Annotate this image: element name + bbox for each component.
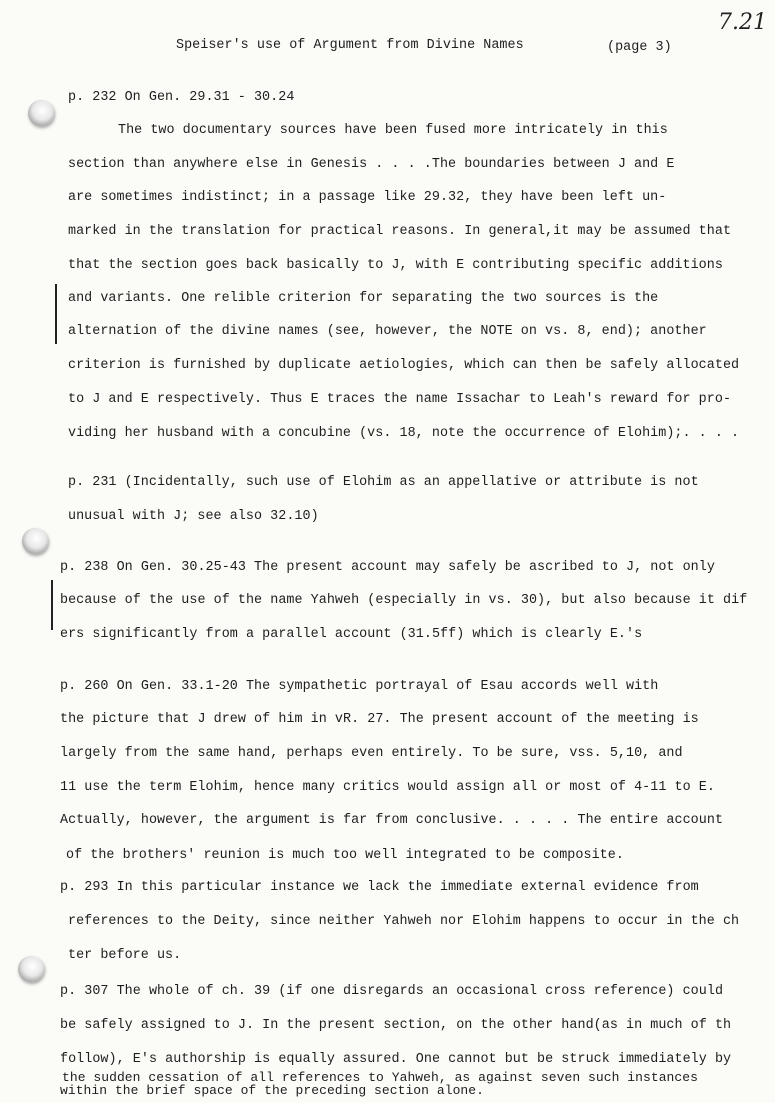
text-line: p. 307 The whole of ch. 39 (if one disregards an occasional cross reference) could	[60, 984, 724, 999]
text-line: the sudden cessation of all references to Yahweh, as against seven such instances	[62, 1070, 698, 1085]
text-line: references to the Deity, since neither Yahweh nor Elohim happens to occur in the ch	[68, 914, 740, 929]
text-line: 11 use the term Elohim, hence many critics would assign all or most of 4-11 to E.	[60, 780, 715, 795]
text-line: be safely assigned to J. In the present section, on the other hand(as in much of th	[60, 1018, 732, 1033]
text-line: viding her husband with a concubine (vs. 18, note the occurrence of Elohim);. . . .	[68, 426, 740, 441]
text-line: are sometimes indistinct; in a passage like 29.32, they have been left un-	[68, 190, 667, 205]
page-title: Speiser's use of Argument from Divine Names	[176, 38, 524, 53]
text-line: to J and E respectively. Thus E traces the name Issachar to Leah's reward for pro-	[68, 392, 732, 407]
text-line: ers significantly from a parallel account (31.5ff) which is clearly E.'s	[60, 627, 643, 642]
text-line: p. 260 On Gen. 33.1-20 The sympathetic portrayal of Esau accords well with	[60, 679, 659, 694]
punch-hole-icon	[22, 528, 48, 554]
page-number: (page 3)	[607, 40, 672, 55]
text-line: follow), E's authorship is equally assured. One cannot but be struck immediately by	[60, 1052, 732, 1067]
text-line: that the section goes back basically to J, with E contributing specific additions	[68, 258, 723, 273]
text-line: the picture that J drew of him in vR. 27. The present account of the meeting is	[60, 712, 699, 727]
text-line: Actually, however, the argument is far from conclusive. . . . . The entire account	[60, 813, 724, 828]
punch-hole-icon	[18, 956, 44, 982]
text-line: marked in the translation for practical reasons. In general,it may be assumed that	[68, 224, 732, 239]
text-line: because of the use of the name Yahweh (especially in vs. 30), but also because it dif	[60, 593, 748, 608]
text-line: largely from the same hand, perhaps even entirely. To be sure, vss. 5,10, and	[60, 746, 683, 761]
text-line: unusual with J; see also 32.10)	[68, 509, 319, 524]
text-line: of the brothers' reunion is much too well integrated to be composite.	[66, 848, 624, 863]
handwritten-note: 7.21	[718, 10, 767, 35]
punch-hole-icon	[28, 100, 54, 126]
text-line: The two documentary sources have been fused more intricately in this	[118, 123, 668, 138]
text-line: p. 231 (Incidentally, such use of Elohim as an appellative or attribute is not	[68, 475, 699, 490]
margin-bar-mark	[55, 284, 57, 344]
text-line: section than anywhere else in Genesis . . . .The boundaries between J and E	[68, 157, 675, 172]
text-line: alternation of the divine names (see, however, the NOTE on vs. 8, end); another	[68, 324, 707, 339]
text-line: p. 293 In this particular instance we lack the immediate external evidence from	[60, 880, 699, 895]
text-line: p. 232 On Gen. 29.31 - 30.24	[68, 90, 295, 105]
margin-bar-mark	[51, 580, 53, 630]
text-line: within the brief space of the preceding section alone.	[60, 1083, 484, 1098]
text-line: criterion is furnished by duplicate aetiologies, which can then be safely allocated	[68, 358, 740, 373]
text-line: ter before us.	[68, 948, 182, 963]
text-line: p. 238 On Gen. 30.25-43 The present account may safely be ascribed to J, not only	[60, 560, 715, 575]
text-line: and variants. One relible criterion for separating the two sources is the	[68, 291, 659, 306]
